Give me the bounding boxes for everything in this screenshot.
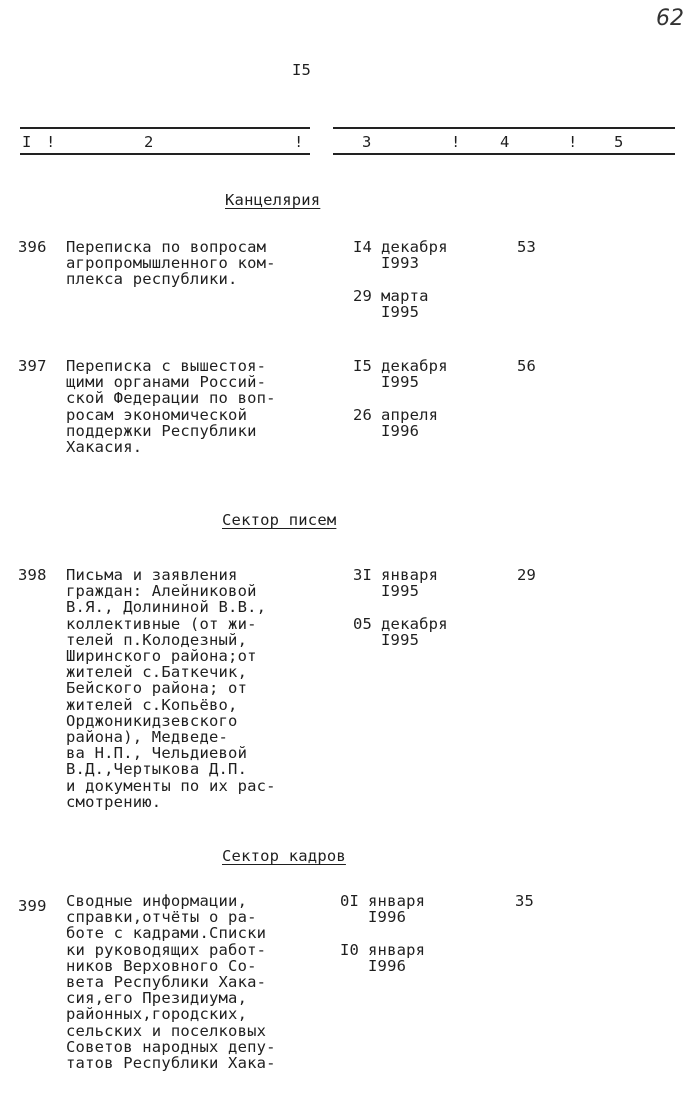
entry-number: 397: [18, 357, 47, 375]
page-number: I5: [292, 61, 312, 79]
entry-description: Переписка с вышестоя- щими органами Россий- ской Федерации по воп- росам экономической поддержки Республики Хакасия.: [66, 357, 276, 457]
column-separator: !: [294, 133, 304, 151]
start-day: 0I: [340, 892, 360, 910]
section-heading: Сектор кадров: [222, 847, 346, 865]
start-month: января: [381, 566, 439, 584]
end-month: января: [368, 941, 426, 959]
column-separator: !: [46, 133, 56, 151]
entry-number: 398: [18, 566, 47, 584]
end-month: марта: [381, 287, 429, 305]
header-rule-top-right: [333, 127, 675, 129]
sheet-count: 35: [515, 892, 535, 910]
sheet-count: 56: [517, 357, 537, 375]
end-year: I995: [381, 303, 420, 321]
start-day: 3I: [353, 566, 373, 584]
header-rule-top-left: [20, 127, 310, 129]
header-rule-bottom-left: [20, 153, 310, 155]
end-month: декабря: [381, 615, 448, 633]
entry-description: Сводные информации, справки,отчёты о ра- боте с кадрами.Списки ки руководящих работ- ников Верховного Со- вета Республики Хака- сия,его Президиума, районных,городских, сельских и поселковых Советов народных депу- татов Республики Хака-: [66, 892, 276, 1073]
start-month: января: [368, 892, 426, 910]
section-heading: Сектор писем: [222, 511, 337, 529]
end-day: 05: [353, 615, 373, 633]
column-1-label: I: [22, 133, 32, 151]
header-rule-bottom-right: [333, 153, 675, 155]
start-day: I5: [353, 357, 373, 375]
start-month: декабря: [381, 238, 448, 256]
section-heading: Канцелярия: [225, 191, 321, 209]
column-separator: !: [568, 133, 578, 151]
entry-number: 396: [18, 238, 47, 256]
folio-number: 62: [656, 6, 684, 31]
end-day: 29: [353, 287, 373, 305]
start-year: I996: [368, 908, 407, 926]
column-separator: !: [451, 133, 461, 151]
start-year: I993: [381, 254, 420, 272]
sheet-count: 29: [517, 566, 537, 584]
column-4-label: 4: [500, 133, 510, 151]
sheet-count: 53: [517, 238, 537, 256]
entry-description: Переписка по вопросам агропромышленного ком- плекса республики.: [66, 238, 276, 289]
entry-description: Письма и заявления граждан: Алейниковой В.Я., Долининой В.В., коллективные (от жи- телей п.Колодезный, Ширинского района;от жителей с.Баткечик, Бейского района; от жителей с.Копьёво, Орджоникидзевского района), Медведе- ва Н.П., Чельдиевой В.Д.,Чертыкова Д.П. и документы по их рас- смотрению.: [66, 566, 276, 811]
start-year: I995: [381, 582, 420, 600]
column-3-label: 3: [362, 133, 372, 151]
end-day: I0: [340, 941, 360, 959]
end-year: I996: [368, 957, 407, 975]
start-day: I4: [353, 238, 373, 256]
entry-number: 399: [18, 897, 47, 915]
column-5-label: 5: [614, 133, 624, 151]
start-month: декабря: [381, 357, 448, 375]
end-day: 26: [353, 406, 373, 424]
column-2-label: 2: [144, 133, 154, 151]
end-year: I996: [381, 422, 420, 440]
start-year: I995: [381, 373, 420, 391]
end-year: I995: [381, 631, 420, 649]
end-month: апреля: [381, 406, 439, 424]
